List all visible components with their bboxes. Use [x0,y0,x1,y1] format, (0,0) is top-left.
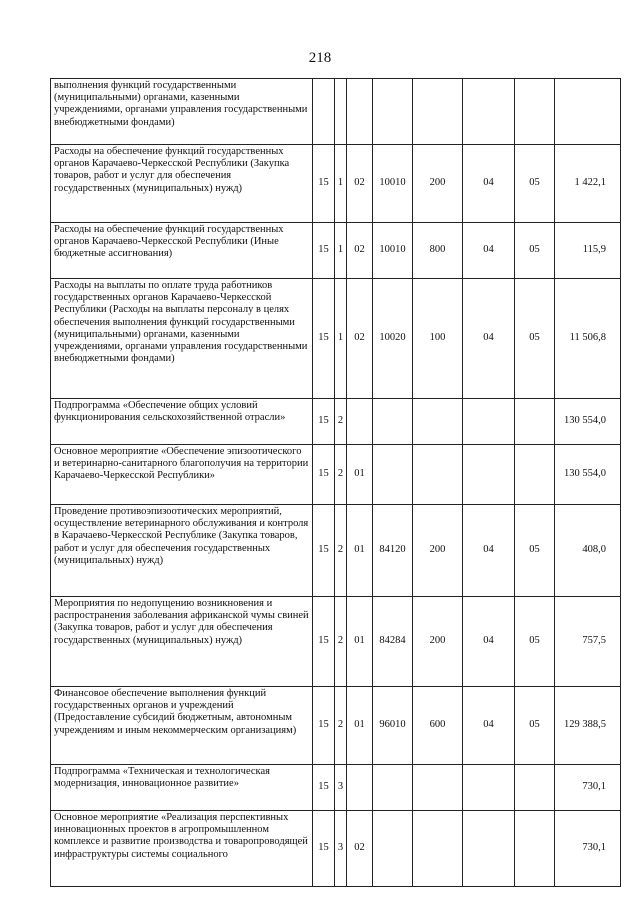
cell-dir: 10010 [373,145,413,223]
cell-om: 01 [347,445,373,505]
row-name: Основное мероприятие «Обеспечение эпизоотического и ветеринарно-санитарного благополучия на территории Карачаево-Черкесской Республики» [51,445,313,505]
cell-vr: 200 [413,505,463,597]
cell-vr [413,811,463,887]
cell-pr [515,765,555,811]
cell-om: 01 [347,505,373,597]
row-name: Проведение противоэпизоотических мероприятий, осуществление ветеринарного обслуживания и контроля в Карачаево-Черкесской Республике (Закупка товаров, работ и услуг для обеспечения государственных (муниципальных) нужд) [51,505,313,597]
cell-pg [335,79,347,145]
budget-table [50,78,621,887]
row-name: Расходы на обеспечение функций государственных органов Карачаево-Черкесской Республики (Иные бюджетные ассигнования) [51,223,313,279]
cell-pr: 05 [515,505,555,597]
cell-gr: 15 [313,505,335,597]
cell-vr: 100 [413,279,463,399]
row-name: выполнения функций государственными (муниципальными) органами, казенными учреждениями, органами управления государственными внебюджетными фондами) [51,79,313,145]
row-name: Основное мероприятие «Реализация перспективных инновационных проектов в агропромышленном комплексе и развитие производства и товаропроводящей инфраструктуры системы социального [51,811,313,887]
cell-dir [373,811,413,887]
cell-pg: 2 [335,505,347,597]
cell-vr [413,765,463,811]
cell-rz: 04 [463,687,515,765]
cell-om: 01 [347,687,373,765]
cell-gr: 15 [313,687,335,765]
cell-pg: 3 [335,811,347,887]
cell-sum: 1 422,1 [555,145,621,223]
cell-dir: 84120 [373,505,413,597]
cell-gr: 15 [313,597,335,687]
table-row [51,223,621,279]
cell-dir [373,399,413,445]
cell-om [347,765,373,811]
table-row [51,445,621,505]
cell-rz [463,79,515,145]
row-name: Мероприятия по недопущению возникновения и распространения заболевания африканской чумы свиней (Закупка товаров, работ и услуг для обеспечения государственных (муниципальных) нужд) [51,597,313,687]
row-name: Расходы на выплаты по оплате труда работников государственных органов Карачаево-Черкесской Республики (Расходы на выплаты персоналу в целях обеспечения выполнения функций государственными (муниципальными) органами, казенными учреждениями, органами управления государственными внебюджетными фондами) [51,279,313,399]
cell-sum [555,79,621,145]
cell-pg: 3 [335,765,347,811]
cell-pr: 05 [515,687,555,765]
row-name: Подпрограмма «Техническая и технологическая модернизация, инновационное развитие» [51,765,313,811]
cell-om: 02 [347,811,373,887]
cell-pr [515,79,555,145]
cell-rz: 04 [463,505,515,597]
table-row [51,811,621,887]
cell-sum: 730,1 [555,765,621,811]
cell-sum: 130 554,0 [555,445,621,505]
cell-sum: 408,0 [555,505,621,597]
cell-gr: 15 [313,145,335,223]
cell-dir [373,79,413,145]
table-row [51,279,621,399]
cell-om: 02 [347,279,373,399]
table-row [51,79,621,145]
cell-vr [413,399,463,445]
table-row [51,505,621,597]
cell-om: 02 [347,223,373,279]
cell-sum: 130 554,0 [555,399,621,445]
cell-pg: 1 [335,223,347,279]
cell-dir: 10010 [373,223,413,279]
table-row [51,399,621,445]
cell-rz [463,811,515,887]
row-name: Расходы на обеспечение функций государственных органов Карачаево-Черкесской Республики (Закупка товаров, работ и услуг для обеспечения государственных (муниципальных) нужд) [51,145,313,223]
cell-dir [373,445,413,505]
cell-pr [515,399,555,445]
cell-vr: 600 [413,687,463,765]
cell-rz [463,399,515,445]
cell-pg: 2 [335,597,347,687]
cell-gr: 15 [313,279,335,399]
cell-vr: 800 [413,223,463,279]
cell-pr: 05 [515,145,555,223]
cell-rz: 04 [463,223,515,279]
cell-gr: 15 [313,765,335,811]
table-row [51,765,621,811]
cell-vr: 200 [413,597,463,687]
cell-dir: 84284 [373,597,413,687]
page-number: 218 [308,50,332,66]
cell-sum: 11 506,8 [555,279,621,399]
cell-dir: 96010 [373,687,413,765]
table-row [51,597,621,687]
cell-pr [515,445,555,505]
cell-pr: 05 [515,223,555,279]
cell-pr [515,811,555,887]
cell-gr: 15 [313,223,335,279]
cell-rz: 04 [463,279,515,399]
cell-om [347,399,373,445]
cell-pr: 05 [515,597,555,687]
cell-pr: 05 [515,279,555,399]
cell-sum: 730,1 [555,811,621,887]
cell-dir [373,765,413,811]
cell-pg: 2 [335,445,347,505]
cell-gr: 15 [313,811,335,887]
cell-vr: 200 [413,145,463,223]
cell-om [347,79,373,145]
table-row [51,687,621,765]
cell-pg: 2 [335,687,347,765]
cell-rz [463,765,515,811]
row-name: Подпрограмма «Обеспечение общих условий функционирования сельскохозяйственной отрасли» [51,399,313,445]
table-row [51,145,621,223]
cell-pg: 1 [335,279,347,399]
cell-dir: 10020 [373,279,413,399]
cell-gr: 15 [313,399,335,445]
cell-sum: 115,9 [555,223,621,279]
cell-om: 01 [347,597,373,687]
cell-rz: 04 [463,597,515,687]
cell-sum: 757,5 [555,597,621,687]
cell-om: 02 [347,145,373,223]
row-name: Финансовое обеспечение выполнения функций государственных органов и учреждений (Предоставление субсидий бюджетным, автономным учреждениям и иным некоммерческим организациям) [51,687,313,765]
cell-vr [413,79,463,145]
cell-vr [413,445,463,505]
cell-gr [313,79,335,145]
cell-rz: 04 [463,145,515,223]
cell-pg: 2 [335,399,347,445]
cell-sum: 129 388,5 [555,687,621,765]
cell-gr: 15 [313,445,335,505]
cell-pg: 1 [335,145,347,223]
cell-rz [463,445,515,505]
